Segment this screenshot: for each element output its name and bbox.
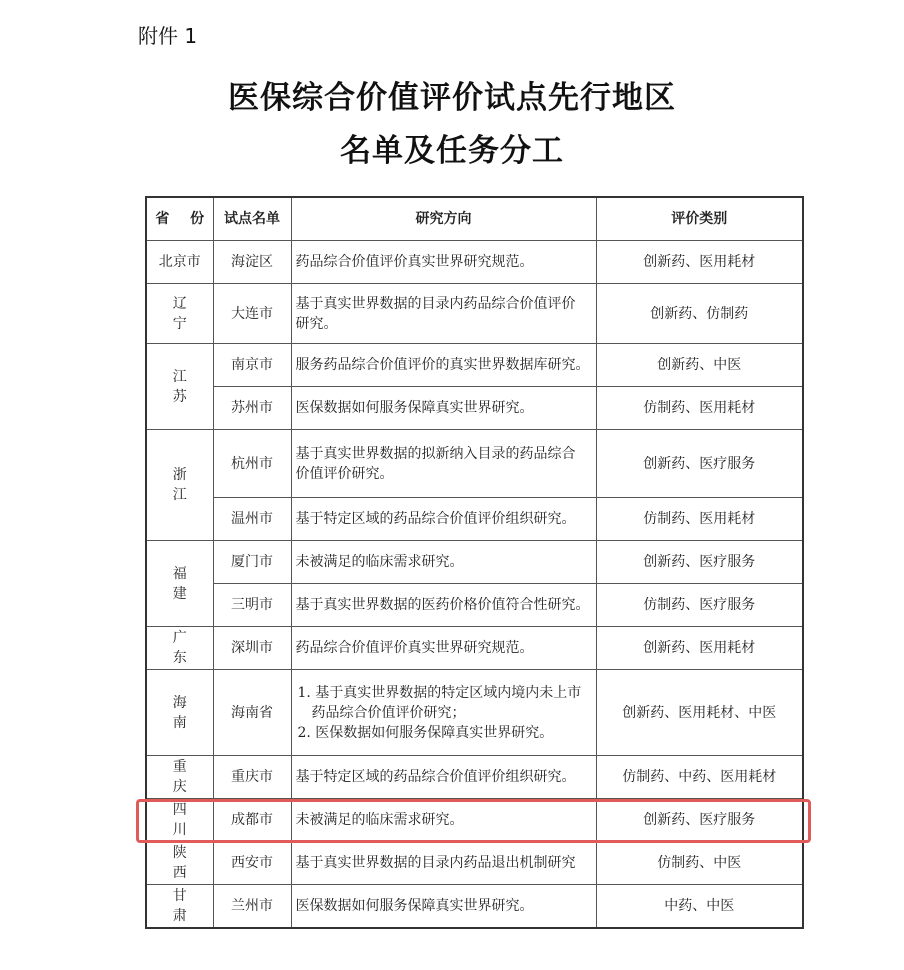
table-row bbox=[146, 387, 803, 430]
pilot-cell: 南京市 bbox=[213, 344, 291, 387]
document-title-line-2: 名单及任务分工 bbox=[340, 133, 564, 169]
province-cell: 浙 江 bbox=[146, 430, 213, 541]
pilot-cell: 兰州市 bbox=[213, 885, 291, 928]
table-row bbox=[146, 842, 803, 885]
category-cell: 仿制药、中医 bbox=[596, 842, 803, 885]
direction-cell: 药品综合价值评价真实世界研究规范。 bbox=[291, 627, 596, 670]
pilot-cell: 杭州市 bbox=[213, 430, 291, 498]
pilot-cell: 成都市 bbox=[213, 799, 291, 842]
province-cell: 甘 肃 bbox=[146, 885, 213, 928]
category-cell: 创新药、中医 bbox=[596, 344, 803, 387]
pilot-cell: 深圳市 bbox=[213, 627, 291, 670]
direction-line: 基于真实世界数据的目录内药品综合价值评价 bbox=[295, 295, 576, 312]
category-cell: 创新药、医用耗材 bbox=[596, 241, 803, 284]
province-cell: 四 川 bbox=[146, 799, 213, 842]
pilot-cell: 三明市 bbox=[213, 584, 291, 627]
table-row bbox=[146, 284, 803, 344]
table-row bbox=[146, 541, 803, 584]
province-cell: 重 庆 bbox=[146, 756, 213, 799]
pilot-cell: 海淀区 bbox=[213, 241, 291, 284]
direction-cell: 医保数据如何服务保障真实世界研究。 bbox=[291, 885, 596, 928]
pilot-cell: 苏州市 bbox=[213, 387, 291, 430]
direction-cell: 药品综合价值评价真实世界研究规范。 bbox=[291, 241, 596, 284]
column-header-category: 评价类别 bbox=[596, 197, 803, 241]
category-cell: 中药、中医 bbox=[596, 885, 803, 928]
direction-cell: 服务药品综合价值评价的真实世界数据库研究。 bbox=[291, 344, 596, 387]
pilot-cell: 温州市 bbox=[213, 498, 291, 541]
table-row bbox=[146, 241, 803, 284]
province-cell: 北京市 bbox=[146, 241, 213, 284]
pilot-cell: 海南省 bbox=[213, 670, 291, 756]
direction-cell bbox=[291, 670, 596, 756]
direction-cell bbox=[291, 284, 596, 344]
attachment-label: 附件 1 bbox=[138, 24, 198, 48]
table-row bbox=[146, 670, 803, 756]
direction-cell: 医保数据如何服务保障真实世界研究。 bbox=[291, 387, 596, 430]
province-cell: 陕 西 bbox=[146, 842, 213, 885]
category-cell: 仿制药、医用耗材 bbox=[596, 387, 803, 430]
category-cell: 仿制药、医用耗材 bbox=[596, 498, 803, 541]
table-row bbox=[146, 756, 803, 799]
province-cell: 辽 宁 bbox=[146, 284, 213, 344]
category-cell: 仿制药、医疗服务 bbox=[596, 584, 803, 627]
province-cell: 广 东 bbox=[146, 627, 213, 670]
column-header-province: 省 份 bbox=[146, 197, 213, 241]
pilot-cell: 西安市 bbox=[213, 842, 291, 885]
direction-cell: 未被满足的临床需求研究。 bbox=[291, 799, 596, 842]
direction-cell: 基于特定区域的药品综合价值评价组织研究。 bbox=[291, 498, 596, 541]
direction-cell: 基于真实世界数据的医药价格价值符合性研究。 bbox=[291, 584, 596, 627]
direction-line: 基于真实世界数据的拟新纳入目录的药品综合 bbox=[295, 445, 576, 462]
province-cell: 福 建 bbox=[146, 541, 213, 627]
table-row bbox=[146, 584, 803, 627]
direction-line: 价值评价研究。 bbox=[295, 465, 394, 482]
table-header-row bbox=[146, 197, 803, 241]
table-row bbox=[146, 498, 803, 541]
category-cell: 创新药、医疗服务 bbox=[596, 799, 803, 842]
table-row bbox=[146, 627, 803, 670]
pilot-cell: 厦门市 bbox=[213, 541, 291, 584]
direction-cell: 基于特定区域的药品综合价值评价组织研究。 bbox=[291, 756, 596, 799]
highlight-box bbox=[136, 799, 811, 843]
category-cell: 创新药、医用耗材 bbox=[596, 627, 803, 670]
province-cell: 海 南 bbox=[146, 670, 213, 756]
column-header-direction: 研究方向 bbox=[291, 197, 596, 241]
category-cell: 仿制药、中药、医用耗材 bbox=[596, 756, 803, 799]
direction-line: 研究。 bbox=[295, 315, 338, 332]
pilot-cell: 重庆市 bbox=[213, 756, 291, 799]
direction-cell: 未被满足的临床需求研究。 bbox=[291, 541, 596, 584]
column-header-pilot: 试点名单 bbox=[213, 197, 291, 241]
table-row bbox=[146, 430, 803, 498]
table-row bbox=[146, 885, 803, 928]
province-cell: 江 苏 bbox=[146, 344, 213, 430]
category-cell: 创新药、仿制药 bbox=[596, 284, 803, 344]
direction-cell bbox=[291, 430, 596, 498]
pilot-cell: 大连市 bbox=[213, 284, 291, 344]
direction-cell: 基于真实世界数据的目录内药品退出机制研究 bbox=[291, 842, 596, 885]
direction-item: 1. 基于真实世界数据的特定区域内境内未上市药品综合价值评价研究； bbox=[297, 684, 582, 721]
table-row bbox=[146, 344, 803, 387]
category-cell: 创新药、医用耗材、中医 bbox=[596, 670, 803, 756]
category-cell: 创新药、医疗服务 bbox=[596, 541, 803, 584]
category-cell: 创新药、医疗服务 bbox=[596, 430, 803, 498]
direction-item: 2. 医保数据如何服务保障真实世界研究。 bbox=[297, 724, 554, 741]
document-title-line-1: 医保综合价值评价试点先行地区 bbox=[228, 80, 676, 116]
